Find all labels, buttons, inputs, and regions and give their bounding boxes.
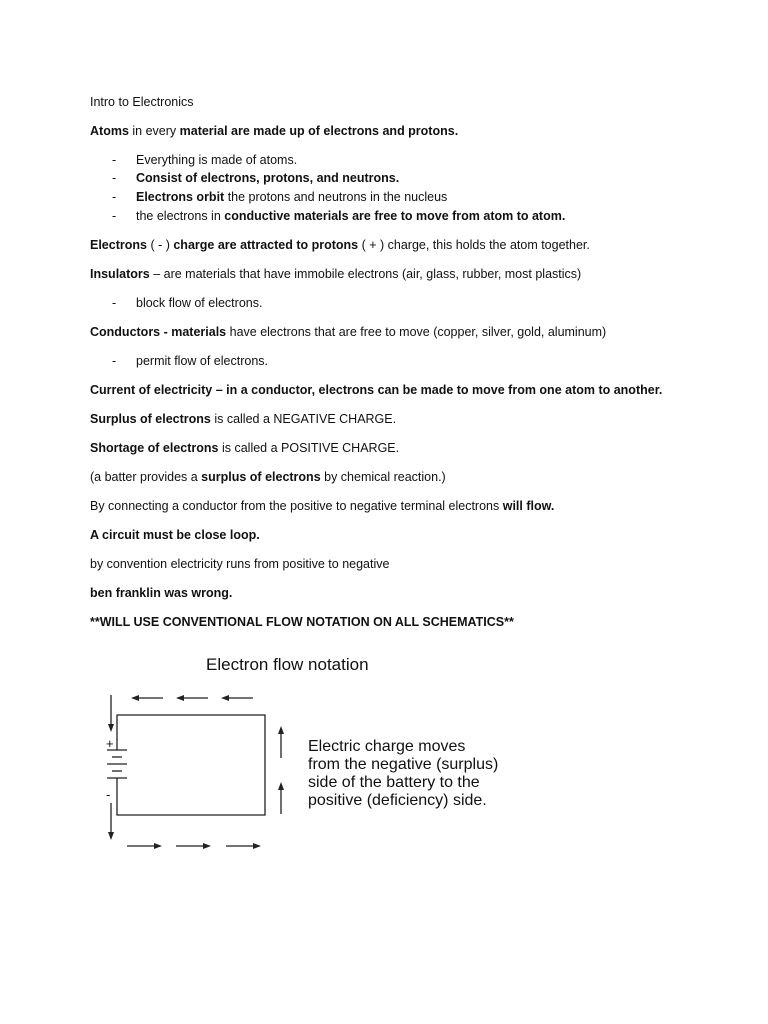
atoms-paragraph: Atoms in every material are made up of electrons and protons. [90, 124, 459, 138]
list-item: - Consist of electrons, protons, and neutrons. [112, 171, 400, 185]
list-item: - Everything is made of atoms. [112, 153, 298, 167]
diagram-caption [308, 738, 498, 810]
arrowhead [176, 695, 184, 701]
battery-paragraph: (a batter provides a surplus of electrons by chemical reaction.) [90, 470, 446, 484]
list-item: - permit flow of electrons. [112, 354, 268, 368]
arrowhead [253, 843, 261, 849]
atoms-term: Atoms [90, 124, 129, 138]
document-title: Intro to Electronics [90, 95, 194, 109]
list-item: - block flow of electrons. [112, 296, 263, 310]
diagram-title: Electron flow notation [206, 655, 369, 674]
franklin-paragraph: ben franklin was wrong. [90, 586, 233, 600]
arrowhead [108, 724, 114, 732]
arrowhead [203, 843, 211, 849]
caption-line: positive (deficiency) side. [308, 792, 487, 809]
convention-paragraph: by convention electricity runs from positive to negative [90, 557, 390, 571]
arrowhead [278, 782, 284, 790]
current-paragraph: Current of electricity – in a conductor, electrons can be made to move from one atom to another. [90, 383, 663, 397]
electron-flow-diagram [95, 650, 525, 860]
insulators-paragraph: Insulators – are materials that have immobile electrons (air, glass, rubber, most plastics) [90, 267, 582, 281]
circuit-paragraph: A circuit must be close loop. [90, 528, 260, 542]
list-item: - Electrons orbit the protons and neutrons in the nucleus [112, 190, 448, 204]
list-item: - the electrons in conductive materials are free to move from atom to atom. [112, 209, 566, 223]
caption-line: from the negative (surplus) [308, 756, 499, 773]
caption-line: Electric charge moves [308, 738, 466, 755]
caption-line: side of the battery to the [308, 774, 480, 791]
arrowhead [154, 843, 162, 849]
conductors-paragraph: Conductors - materials have electrons that are free to move (copper, silver, gold, aluminum) [90, 325, 607, 339]
arrowhead [108, 832, 114, 840]
battery-plus-label: + [106, 736, 114, 751]
battery-minus-label: - [106, 787, 111, 802]
surplus-paragraph: Surplus of electrons is called a NEGATIVE CHARGE. [90, 412, 397, 426]
electrons-paragraph: Electrons ( - ) charge are attracted to protons ( + ) charge, this holds the atom together. [90, 238, 590, 252]
shortage-paragraph: Shortage of electrons is called a POSITIVE CHARGE. [90, 441, 400, 455]
schematics-paragraph: **WILL USE CONVENTIONAL FLOW NOTATION ON ALL SCHEMATICS** [90, 615, 514, 629]
connecting-paragraph: By connecting a conductor from the positive to negative terminal electrons will flow. [90, 499, 555, 513]
circuit-wire [117, 715, 265, 815]
arrowhead [278, 726, 284, 734]
arrowhead [221, 695, 229, 701]
arrowhead [131, 695, 139, 701]
